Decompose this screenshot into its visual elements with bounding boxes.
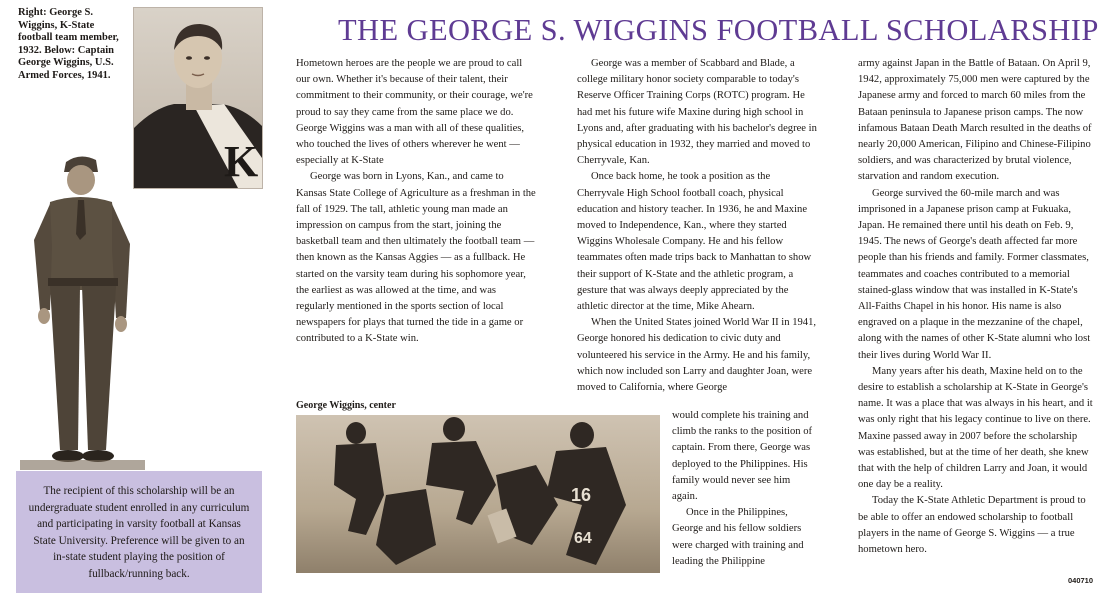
article-column-3 bbox=[858, 56, 1094, 558]
paragraph: Once in the Philippines, George and his fellow soldiers were charged with training and leading the Philippine bbox=[672, 507, 804, 567]
paragraph: army against Japan in the Battle of Bataan. On April 9, 1942, approximately 75,000 men were captured by the Japanese army and forced to march 60 miles from the Bataan peninsula to Japanese prison camps. The now infamous Bataan Death March resulted in the deaths of nearly 20,000 American, Filipino and Chinese-Filipino soldiers, and was characterized by brutal violence, starvation and random execution. bbox=[858, 58, 1092, 183]
paragraph: would complete his training and climb the ranks to the position of captain. From there, George was deployed to the Philippines. His family would never see him again. bbox=[672, 410, 813, 503]
paragraph: George was born in Lyons, Kan., and came to Kansas State College of Agriculture as a freshman in the fall of 1929. The tall, athletic young man made an impression on campus from the start, joining the basketball team and then ultimately the football team — then known as the Kansas Aggies — as a fullback. He started on the varsity team during his sophomore year, the earliest as was allowed at the time, and was regularly mentioned in the sports section of local newspapers for plays that turned the tide in a game or contributed to a K-State win. bbox=[296, 171, 536, 345]
paragraph: Once back home, he took a position as the Cherryvale High School football coach, physical education and history teacher. In 1936, he and Maxine moved to Independence, Kan., where they started Wiggins Wholesale Company. He and his fellow teammates often made trips back to Manhattan to show their support of K-State and the athletic program, a gesture that was always deeply appreciated by the athletic director at the time, Mike Ahearn. bbox=[577, 171, 812, 313]
team-photo-caption: George Wiggins, center bbox=[296, 400, 396, 411]
page-title: THE GEORGE S. WIGGINS FOOTBALL SCHOLARSHIP bbox=[338, 13, 1099, 47]
article-column-2 bbox=[577, 56, 817, 396]
portrait-photo bbox=[133, 7, 263, 189]
paragraph: Hometown heroes are the people we are proud to call our own. Whether it's because of their talent, their commitment to their community, or their courage, we're proud to say they came from the same place we do. George Wiggins was a man with all of these qualities, who touched the lives of others wherever he went — especially at K-State bbox=[296, 58, 533, 167]
k-letter: K bbox=[224, 137, 259, 186]
jersey-number: 16 bbox=[571, 485, 592, 505]
jersey-number: 64 bbox=[574, 530, 592, 547]
page-code: 040710 bbox=[1068, 576, 1094, 585]
photo-caption-left: Right: George S. Wiggins, K-State football team member, 1932. Below: Captain George Wiggins, U.S. Armed Forces, 1941. bbox=[18, 7, 119, 81]
paragraph: George survived the 60-mile march and was imprisoned in a Japanese prison camp at Fukuaka, Japan. He remained there until his death on Feb. 9, 1945. The news of George's death affected far more people than his friends and family. Former classmates, teammates and coaches contributed to a memorial stained-glass window that was installed in K-State's All-Faiths Chapel in his honor. His name is also engraved on a plaque in the mezzanine of the chapel, along with the names of other K-State alumni who lost their lives during World War II. bbox=[858, 187, 1091, 361]
article-column-1 bbox=[296, 56, 536, 348]
paragraph: Today the K-State Athletic Department is proud to be able to offer an endowed scholarship to football players in the name of George S. Wiggins — a true hometown hero. bbox=[858, 495, 1086, 556]
paragraph: George was a member of Scabbard and Blade, a college military honor society comparable to today's Reserve Officer Training Corps (ROTC) program. He had met his future wife Maxine during high school in Lyons and, after graduating with his bachelor's degree in physical education in 1932, they married and moved to Cherryvale, Kan. bbox=[577, 58, 817, 167]
football-team-photo bbox=[296, 415, 660, 573]
scholarship-criteria-box: The recipient of this scholarship will be an undergraduate student enrolled in any curriculum and participating in varsity football at Kansas State University. Preference will be given to an in-state student playing the position of fullback/running back. bbox=[16, 471, 262, 593]
article-column-2-continued bbox=[672, 408, 817, 570]
paragraph: When the United States joined World War II in 1941, George honored his dedication to civic duty and volunteered his service in the Army. He and his family, which now included son Larry and daughter Joan, were moved to California, where George bbox=[577, 317, 817, 394]
paragraph: Many years after his death, Maxine held on to the desire to establish a scholarship at K-State in George's name. It was a place that was always in his heart, and it was only right that his legacy continue to live on there. Maxine passed away in 2007 before the scholarship was established, but at the time of her death, she knew that with the help of children Larry and Joan, it would one day be a reality. bbox=[858, 365, 1093, 491]
standing-soldier-photo bbox=[20, 150, 145, 470]
